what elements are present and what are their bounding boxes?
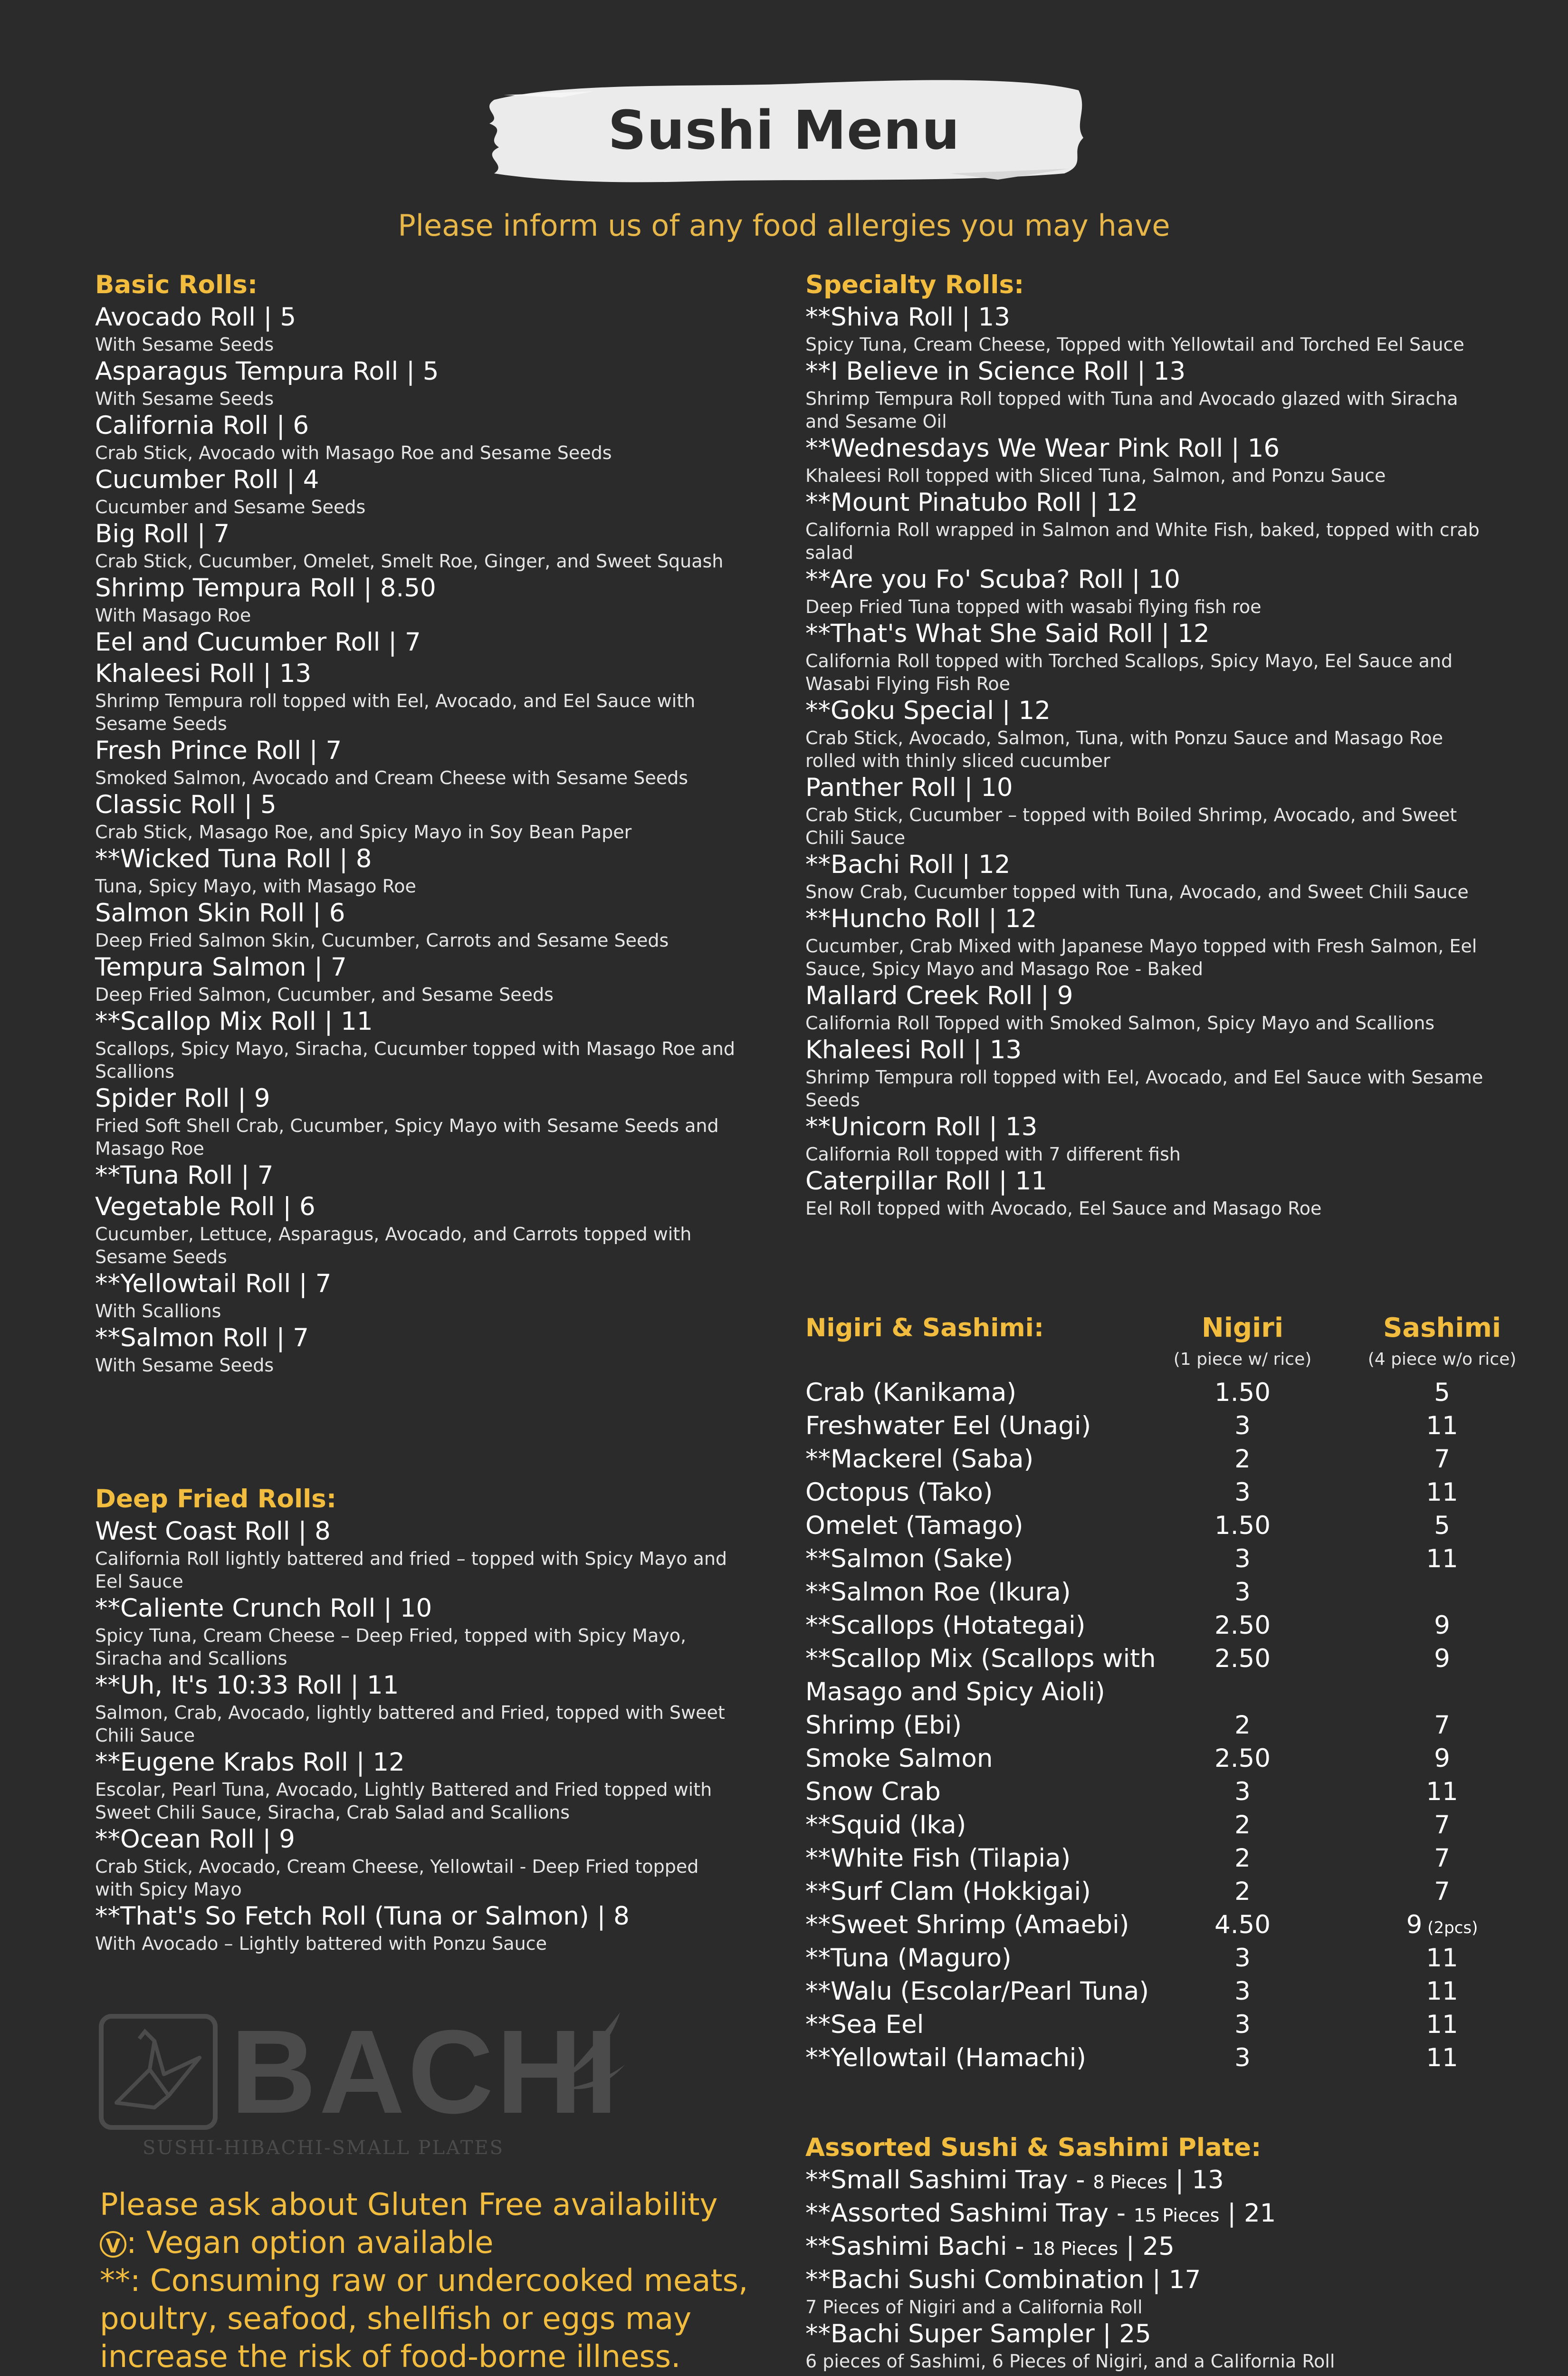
menu-item-name: Tempura Salmon | 7 — [95, 953, 347, 982]
menu-item — [95, 1824, 741, 1901]
menu-item-name: Khaleesi Roll | 13 — [805, 1035, 1022, 1064]
menu-item-description: 6 pieces of Sashimi, 6 Pieces of Nigiri, and a California Roll — [805, 2351, 1335, 2372]
menu-item — [805, 2264, 1518, 2319]
menu-item-name: West Coast Roll | 8 — [95, 1517, 331, 1546]
table-row — [805, 1376, 1537, 1409]
table-row — [805, 1875, 1537, 1908]
menu-item-description: Crab Stick, Cucumber, Omelet, Smelt Roe, Ginger, and Sweet Squash — [95, 551, 724, 572]
nigiri-sashimi-subheader — [805, 1350, 1537, 1376]
menu-item-description: Spicy Tuna, Cream Cheese – Deep Fried, topped with Spicy Mayo, Siracha and Scallions — [95, 1625, 687, 1669]
menu-item-description: Cucumber and Sesame Seeds — [95, 497, 366, 517]
menu-item-name: Panther Roll | 10 — [805, 773, 1013, 802]
bachi-logo — [97, 2005, 621, 2165]
fish-name: **Tuna (Maguro) — [805, 1944, 1012, 1973]
menu-item-label: **Bachi Super Sampler | 25 — [805, 2319, 1151, 2348]
nigiri-price: 2.50 — [1214, 1644, 1271, 1673]
menu-item-description: Tuna, Spicy Mayo, with Masago Roe — [95, 876, 416, 897]
nigiri-column-header: Nigiri — [1201, 1313, 1284, 1343]
sashimi-price: 7 — [1434, 1844, 1450, 1873]
menu-item-label: **Bachi Sushi Combination | 17 — [805, 2265, 1201, 2294]
sashimi-price-cell — [1357, 1642, 1528, 1676]
menu-item — [95, 1670, 741, 1747]
logo-wordmark: BACHI — [230, 2005, 621, 2138]
sashimi-price: 11 — [1426, 1777, 1458, 1806]
fish-name: Crab (Kanikama) — [805, 1378, 1017, 1407]
menu-item — [95, 843, 741, 898]
sashimi-note: (2pcs) — [1422, 1918, 1478, 1937]
menu-item-name: Asparagus Tempura Roll | 5 — [95, 357, 439, 386]
nigiri-price: 2 — [1234, 1711, 1251, 1740]
menu-item — [95, 518, 741, 573]
menu-item-description: Shrimp Tempura roll topped with Eel, Avocado, and Eel Sauce with Sesame Seeds — [805, 1067, 1483, 1111]
menu-item — [95, 464, 741, 518]
section-title: Deep Fried Rolls: — [95, 1485, 337, 1514]
menu-item-description: With Sesame Seeds — [95, 388, 274, 409]
table-row — [805, 1742, 1537, 1775]
basic-rolls-section — [95, 268, 741, 1377]
nigiri-price: 2 — [1234, 1877, 1251, 1906]
nigiri-price: 1.50 — [1214, 1378, 1271, 1407]
menu-item — [95, 356, 741, 410]
sashimi-price-cell — [1357, 1542, 1528, 1576]
table-row — [805, 1542, 1537, 1576]
sashimi-price-cell — [1357, 1443, 1528, 1476]
table-row — [805, 1509, 1537, 1542]
menu-list — [95, 302, 741, 1377]
menu-item-description: Eel Roll topped with Avocado, Eel Sauce and Masago Roe — [805, 1198, 1322, 1219]
deep-fried-rolls-section — [95, 1483, 741, 1955]
menu-item-name — [805, 2264, 1518, 2296]
menu-item-name: **Eugene Krabs Roll | 12 — [95, 1748, 405, 1777]
menu-item-description: Deep Fried Salmon, Cucumber, and Sesame Seeds — [95, 984, 554, 1005]
sashimi-price: 5 — [1434, 1378, 1450, 1407]
menu-item — [805, 564, 1490, 618]
menu-item — [95, 898, 741, 952]
nigiri-sashimi-header — [805, 1312, 1537, 1350]
nigiri-price: 3 — [1234, 2010, 1251, 2039]
menu-item-name: Classic Roll | 5 — [95, 790, 277, 819]
menu-item-description: Deep Fried Salmon Skin, Cucumber, Carrots and Sesame Seeds — [95, 930, 669, 951]
gluten-free-note: Please ask about Gluten Free availability — [100, 2187, 718, 2223]
sashimi-price: 7 — [1434, 1811, 1450, 1839]
piece-count: 8 Pieces — [1093, 2172, 1167, 2193]
fish-name: **Mackerel (Saba) — [805, 1445, 1034, 1474]
sashimi-price-cell — [1357, 1709, 1528, 1742]
menu-item-description: With Masago Roe — [95, 605, 251, 626]
sashimi-price: 11 — [1426, 1478, 1458, 1507]
sashimi-price: 11 — [1426, 1411, 1458, 1440]
menu-item-description: Snow Crab, Cucumber topped with Tuna, Avocado, and Sweet Chili Sauce — [805, 881, 1469, 902]
table-row — [805, 1908, 1537, 1942]
menu-item-name: **Goku Special | 12 — [805, 696, 1051, 725]
fish-name: Octopus (Tako) — [805, 1478, 993, 1507]
menu-item — [95, 1593, 741, 1670]
menu-item-name: Eel and Cucumber Roll | 7 — [95, 628, 421, 657]
footer-notes — [100, 2186, 765, 2376]
sashimi-price-cell — [1357, 1409, 1528, 1443]
menu-item-price: | 25 — [1118, 2232, 1175, 2261]
fish-name: **Scallop Mix (Scallops with Masago and Spicy Aioli) — [805, 1644, 1156, 1706]
menu-item-name: Cucumber Roll | 4 — [95, 465, 319, 494]
menu-item — [805, 433, 1490, 487]
nigiri-sashimi-table — [805, 1376, 1537, 2075]
sashimi-price: 11 — [1426, 1544, 1458, 1573]
menu-item-name: Vegetable Roll | 6 — [95, 1192, 316, 1221]
menu-item-description: Cucumber, Crab Mixed with Japanese Mayo topped with Fresh Salmon, Eel Sauce, Spicy Mayo and Masago Roe - Baked — [805, 936, 1477, 979]
nigiri-price: 3 — [1234, 1777, 1251, 1806]
menu-item-name — [805, 2231, 1518, 2264]
raw-food-warning: **: Consuming raw or undercooked meats, poultry, seafood, shellfish or eggs may increase the risk of food-borne illness. — [100, 2263, 748, 2375]
menu-item-name: Khaleesi Roll | 13 — [95, 659, 312, 688]
sashimi-price-cell — [1357, 1476, 1528, 1509]
menu-item — [95, 1268, 741, 1322]
menu-item — [95, 952, 741, 1006]
fish-name: **Sea Eel — [805, 2010, 924, 2039]
menu-item-name: **Are you Fo' Scuba? Roll | 10 — [805, 565, 1180, 594]
menu-item-name: **Huncho Roll | 12 — [805, 904, 1037, 933]
fish-name: **Yellowtail (Hamachi) — [805, 2043, 1086, 2072]
menu-item-name: Shrimp Tempura Roll | 8.50 — [95, 574, 436, 603]
table-row — [805, 1975, 1537, 2008]
menu-item-name: Avocado Roll | 5 — [95, 303, 296, 332]
nigiri-price: 3 — [1234, 1478, 1251, 1507]
menu-item — [95, 302, 741, 356]
menu-item — [805, 980, 1490, 1035]
menu-item-name: **Uh, It's 10:33 Roll | 11 — [95, 1671, 399, 1700]
menu-item-description: Shrimp Tempura Roll topped with Tuna and Avocado glazed with Siracha and Sesame Oil — [805, 388, 1458, 432]
sashimi-column-header: Sashimi — [1383, 1313, 1501, 1343]
sashimi-subtitle: (4 piece w/o rice) — [1367, 1350, 1517, 1369]
fish-name: **Walu (Escolar/Pearl Tuna) — [805, 1977, 1149, 2006]
menu-item — [95, 1083, 741, 1160]
fish-name: **Salmon (Sake) — [805, 1544, 1013, 1573]
sashimi-price-cell — [1357, 2008, 1528, 2041]
menu-item-name: **Wednesdays We Wear Pink Roll | 16 — [805, 434, 1280, 463]
menu-item — [95, 1322, 741, 1377]
menu-item — [805, 2165, 1518, 2198]
menu-item — [805, 772, 1490, 849]
menu-item-description: Smoked Salmon, Avocado and Cream Cheese with Sesame Seeds — [95, 767, 688, 788]
menu-item-name: **Yellowtail Roll | 7 — [95, 1269, 332, 1298]
nigiri-price: 2 — [1234, 1844, 1251, 1873]
sashimi-price: 11 — [1426, 1977, 1458, 2006]
vegan-icon: V — [100, 2231, 126, 2258]
menu-item-name: California Roll | 6 — [95, 411, 309, 440]
menu-item-name: **Caliente Crunch Roll | 10 — [95, 1594, 432, 1623]
menu-item-name: Fresh Prince Roll | 7 — [95, 736, 342, 765]
menu-item-name: **Salmon Roll | 7 — [95, 1323, 309, 1352]
menu-item-description: Crab Stick, Avocado, Salmon, Tuna, with Ponzu Sauce and Masago Roe rolled with thinly sliced cucumber — [805, 728, 1444, 771]
menu-item — [805, 356, 1490, 433]
fish-name: **Scallops (Hotategai) — [805, 1611, 1086, 1640]
sashimi-price-cell — [1357, 1975, 1528, 2008]
menu-item-description: California Roll lightly battered and fried – topped with Spicy Mayo and Eel Sauce — [95, 1548, 727, 1592]
sashimi-price: 9 — [1434, 1644, 1450, 1673]
menu-item-name: **That's What She Said Roll | 12 — [805, 619, 1210, 648]
section-title: Specialty Rolls: — [805, 270, 1024, 299]
menu-item-name: **Unicorn Roll | 13 — [805, 1112, 1038, 1141]
fish-name: **Squid (Ika) — [805, 1811, 966, 1839]
menu-item — [95, 1901, 741, 1955]
table-row — [805, 1775, 1537, 1809]
menu-item — [805, 618, 1490, 695]
fish-name: **Surf Clam (Hokkigai) — [805, 1877, 1091, 1906]
menu-item-name: **Scallop Mix Roll | 11 — [95, 1007, 373, 1036]
nigiri-price: 2.50 — [1214, 1611, 1271, 1640]
sashimi-price: 11 — [1426, 2010, 1458, 2039]
sashimi-price-cell — [1357, 1509, 1528, 1542]
menu-item-description: With Sesame Seeds — [95, 334, 274, 355]
table-row — [805, 1809, 1537, 1842]
sashimi-price-cell — [1357, 1609, 1528, 1642]
menu-list — [95, 1516, 741, 1955]
menu-item — [805, 1111, 1490, 1166]
sashimi-price: 11 — [1426, 2043, 1458, 2072]
fish-name: Shrimp (Ebi) — [805, 1711, 962, 1740]
menu-item — [95, 573, 741, 627]
menu-item-description: Crab Stick, Avocado with Masago Roe and Sesame Seeds — [95, 442, 612, 463]
menu-item-description: Salmon, Crab, Avocado, lightly battered and Fried, topped with Sweet Chili Sauce — [95, 1702, 725, 1746]
bamboo-leaf-icon — [554, 2008, 630, 2103]
table-row — [805, 1842, 1537, 1875]
menu-item-name: Caterpillar Roll | 11 — [805, 1167, 1047, 1196]
menu-item-name: **Shiva Roll | 13 — [805, 303, 1010, 332]
nigiri-price: 2 — [1234, 1445, 1251, 1474]
sashimi-price-cell — [1357, 1742, 1528, 1775]
sashimi-price-cell — [1357, 1875, 1528, 1908]
menu-item-label: **Sashimi Bachi - — [805, 2232, 1033, 2261]
menu-item-name: **Mount Pinatubo Roll | 12 — [805, 488, 1138, 517]
table-row — [805, 1409, 1537, 1443]
page-title: Sushi Menu — [608, 100, 960, 162]
menu-item-description: With Sesame Seeds — [95, 1355, 274, 1376]
section-title: Assorted Sushi & Sashimi Plate: — [805, 2133, 1262, 2162]
nigiri-price: 1.50 — [1214, 1511, 1271, 1540]
table-row — [805, 2041, 1537, 2075]
menu-item — [805, 1035, 1490, 1111]
fish-name: Omelet (Tamago) — [805, 1511, 1023, 1540]
fish-name: Snow Crab — [805, 1777, 941, 1806]
crane-logo-icon — [97, 2012, 221, 2131]
menu-item — [805, 2231, 1518, 2264]
section-title: Nigiri & Sashimi: — [805, 1313, 1044, 1342]
menu-item-description: Khaleesi Roll topped with Sliced Tuna, Salmon, and Ponzu Sauce — [805, 465, 1386, 486]
menu-item-description: California Roll topped with Torched Scallops, Spicy Mayo, Eel Sauce and Wasabi Flying Fish Roe — [805, 651, 1453, 694]
menu-item — [805, 302, 1490, 356]
menu-item-description: With Scallions — [95, 1301, 221, 1322]
nigiri-sashimi-section — [805, 1312, 1537, 2075]
fish-name: Freshwater Eel (Unagi) — [805, 1411, 1091, 1440]
piece-count: 18 Pieces — [1032, 2238, 1118, 2259]
menu-item — [805, 903, 1490, 980]
menu-item-description: Crab Stick, Cucumber – topped with Boiled Shrimp, Avocado, and Sweet Chili Sauce — [805, 805, 1457, 848]
sashimi-price-cell — [1357, 1376, 1528, 1409]
table-row — [805, 1942, 1537, 1975]
menu-item — [95, 735, 741, 789]
menu-item-description: 7 Pieces of Nigiri and a California Roll — [805, 2297, 1143, 2318]
sashimi-price: 9 — [1406, 1910, 1423, 1939]
menu-item-label: **Assorted Sashimi Tray - — [805, 2199, 1134, 2228]
menu-item-name: **Bachi Roll | 12 — [805, 850, 1011, 879]
menu-item-name: **Ocean Roll | 9 — [95, 1825, 295, 1854]
sashimi-price-cell — [1357, 1942, 1528, 1975]
menu-item-name: Salmon Skin Roll | 6 — [95, 899, 345, 928]
menu-item-description: Cucumber, Lettuce, Asparagus, Avocado, and Carrots topped with Sesame Seeds — [95, 1224, 692, 1267]
menu-item — [805, 2198, 1518, 2231]
sashimi-price: 11 — [1426, 1944, 1458, 1973]
sashimi-price-cell — [1357, 2041, 1528, 2075]
menu-item — [805, 849, 1490, 903]
menu-item-name: Mallard Creek Roll | 9 — [805, 981, 1073, 1010]
nigiri-price: 3 — [1234, 1944, 1251, 1973]
sashimi-price: 7 — [1434, 1445, 1450, 1474]
nigiri-price: 4.50 — [1214, 1910, 1271, 1939]
nigiri-price: 2 — [1234, 1811, 1251, 1839]
menu-item-description: Crab Stick, Avocado, Cream Cheese, Yellowtail - Deep Fried topped with Spicy Mayo — [95, 1856, 699, 1900]
nigiri-price: 3 — [1234, 1977, 1251, 2006]
menu-item-description: Fried Soft Shell Crab, Cucumber, Spicy Mayo with Sesame Seeds and Masago Roe — [95, 1115, 719, 1159]
menu-item-description: Escolar, Pearl Tuna, Avocado, Lightly Battered and Fried topped with Sweet Chili Sauce, Siracha, Crab Salad and Scallions — [95, 1779, 712, 1823]
sashimi-price: 7 — [1434, 1877, 1450, 1906]
menu-item — [805, 2319, 1518, 2373]
section-title: Basic Rolls: — [95, 270, 258, 299]
fish-name: **Salmon Roe (Ikura) — [805, 1578, 1071, 1607]
menu-item-description: California Roll Topped with Smoked Salmon, Spicy Mayo and Scallions — [805, 1013, 1435, 1034]
menu-list — [805, 302, 1490, 1220]
nigiri-price: 3 — [1234, 1411, 1251, 1440]
table-row — [805, 1476, 1537, 1509]
menu-item-price: | 13 — [1167, 2165, 1224, 2194]
table-row — [805, 2008, 1537, 2041]
menu-item — [805, 695, 1490, 772]
sashimi-price: 7 — [1434, 1711, 1450, 1740]
menu-item — [95, 1006, 741, 1083]
menu-item-description: With Avocado – Lightly battered with Ponzu Sauce — [95, 1933, 547, 1954]
menu-item — [95, 1516, 741, 1593]
sashimi-price-cell — [1357, 1775, 1528, 1809]
menu-item-name: Big Roll | 7 — [95, 519, 230, 548]
menu-item-name — [805, 2319, 1518, 2350]
menu-item-name — [805, 2165, 1518, 2198]
fish-name: **Sweet Shrimp (Amaebi) — [805, 1910, 1129, 1939]
menu-item-price: | 21 — [1219, 2199, 1276, 2228]
allergy-note: Please inform us of any food allergies you may have — [398, 208, 1170, 243]
menu-item — [95, 789, 741, 843]
menu-item-description: California Roll wrapped in Salmon and White Fish, baked, topped with crab salad — [805, 519, 1480, 563]
menu-item-description: Scallops, Spicy Mayo, Siracha, Cucumber topped with Masago Roe and Scallions — [95, 1038, 735, 1082]
vegan-note-text: : Vegan option available — [126, 2225, 494, 2261]
nigiri-price: 2.50 — [1214, 1744, 1271, 1773]
menu-item-name: Spider Roll | 9 — [95, 1084, 270, 1113]
sashimi-price: 9 — [1434, 1611, 1450, 1640]
table-row — [805, 1576, 1537, 1609]
fish-name: Smoke Salmon — [805, 1744, 993, 1773]
table-row — [805, 1709, 1537, 1742]
nigiri-price: 3 — [1234, 2043, 1251, 2072]
nigiri-price: 3 — [1234, 1578, 1251, 1607]
assorted-plate-section — [805, 2131, 1518, 2373]
vegan-note — [100, 2224, 765, 2262]
menu-item — [805, 1166, 1490, 1220]
sashimi-price-cell — [1357, 1842, 1528, 1875]
logo-subtitle: SUSHI-HIBACHI-SMALL PLATES — [143, 2137, 505, 2159]
sashimi-price-cell — [1357, 1908, 1528, 1945]
menu-item-description: Shrimp Tempura roll topped with Eel, Avocado, and Eel Sauce with Sesame Seeds — [95, 690, 696, 734]
menu-list — [805, 2165, 1518, 2373]
menu-item-label: **Small Sashimi Tray - — [805, 2165, 1093, 2194]
menu-item — [95, 1747, 741, 1824]
table-row — [805, 1609, 1537, 1642]
sashimi-price: 9 — [1434, 1744, 1450, 1773]
table-row — [805, 1443, 1537, 1476]
menu-item-name: **Wicked Tuna Roll | 8 — [95, 844, 372, 873]
menu-item — [95, 1191, 741, 1268]
menu-item-name: **I Believe in Science Roll | 13 — [805, 357, 1186, 386]
menu-item — [95, 627, 741, 658]
specialty-rolls-section — [805, 268, 1490, 1220]
menu-item-description: California Roll topped with 7 different fish — [805, 1144, 1181, 1165]
sashimi-price: 5 — [1434, 1511, 1450, 1540]
fish-name: **White Fish (Tilapia) — [805, 1844, 1071, 1873]
table-row — [805, 1642, 1537, 1709]
menu-item-name: **Tuna Roll | 7 — [95, 1161, 274, 1190]
menu-item — [95, 658, 741, 735]
menu-item — [95, 410, 741, 464]
sashimi-price-cell — [1357, 1809, 1528, 1842]
menu-item-name — [805, 2198, 1518, 2231]
menu-item-description: Crab Stick, Masago Roe, and Spicy Mayo in Soy Bean Paper — [95, 822, 632, 843]
nigiri-price: 3 — [1234, 1544, 1251, 1573]
menu-item-name: **That's So Fetch Roll (Tuna or Salmon) | 8 — [95, 1902, 630, 1931]
menu-item-description: Spicy Tuna, Cream Cheese, Topped with Yellowtail and Torched Eel Sauce — [805, 334, 1464, 355]
title-banner — [475, 71, 1093, 190]
menu-item — [805, 487, 1490, 564]
menu-item-description: Deep Fried Tuna topped with wasabi flying fish roe — [805, 596, 1262, 617]
piece-count: 15 Pieces — [1133, 2205, 1220, 2226]
nigiri-subtitle: (1 piece w/ rice) — [1173, 1350, 1312, 1369]
menu-item — [95, 1160, 741, 1191]
